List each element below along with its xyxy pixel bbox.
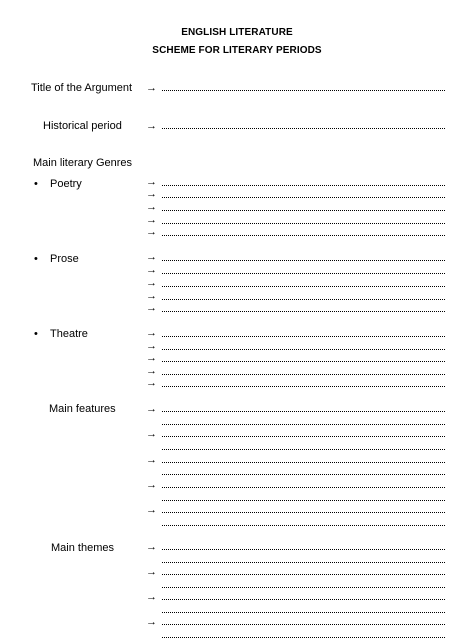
dotted-answer-line[interactable] xyxy=(162,299,445,300)
arrow-icon: → xyxy=(146,377,157,389)
arrow-icon: → xyxy=(146,340,157,352)
dotted-answer-line[interactable] xyxy=(162,549,445,550)
bullet-poetry: • xyxy=(34,178,38,190)
dotted-answer-line[interactable] xyxy=(162,374,445,375)
dotted-answer-line[interactable] xyxy=(162,487,445,488)
arrow-icon: → xyxy=(146,454,157,466)
arrow-icon: → xyxy=(146,120,157,132)
arrow-icon: → xyxy=(146,479,157,491)
dotted-answer-line[interactable] xyxy=(162,562,445,563)
poetry-label: Poetry xyxy=(50,178,82,190)
prose-label: Prose xyxy=(50,253,79,265)
dotted-answer-line[interactable] xyxy=(162,311,445,312)
dotted-answer-line[interactable] xyxy=(162,512,445,513)
dotted-answer-line[interactable] xyxy=(162,436,445,437)
arrow-icon: → xyxy=(146,504,157,516)
dotted-answer-line[interactable] xyxy=(162,525,445,526)
dotted-answer-line[interactable] xyxy=(162,386,445,387)
dotted-answer-line[interactable] xyxy=(162,336,445,337)
dotted-answer-line[interactable] xyxy=(162,260,445,261)
dotted-answer-line[interactable] xyxy=(162,424,445,425)
historical-period-label: Historical period xyxy=(43,120,122,132)
bullet-prose: • xyxy=(34,253,38,265)
arrow-icon: → xyxy=(146,302,157,314)
dotted-answer-line[interactable] xyxy=(162,349,445,350)
dotted-answer-line[interactable] xyxy=(162,500,445,501)
arrow-icon: → xyxy=(146,251,157,263)
arrow-icon: → xyxy=(146,290,157,302)
dotted-answer-line[interactable] xyxy=(162,462,445,463)
arrow-icon: → xyxy=(146,176,157,188)
arrow-icon: → xyxy=(146,403,157,415)
arrow-icon: → xyxy=(146,591,157,603)
main-themes-label: Main themes xyxy=(51,542,114,554)
arrow-icon: → xyxy=(146,264,157,276)
dotted-answer-line[interactable] xyxy=(162,612,445,613)
dotted-answer-line[interactable] xyxy=(162,286,445,287)
arrow-icon: → xyxy=(146,616,157,628)
dotted-answer-line[interactable] xyxy=(162,599,445,600)
dotted-answer-line[interactable] xyxy=(162,474,445,475)
dotted-answer-line[interactable] xyxy=(162,90,445,91)
arrow-icon: → xyxy=(146,188,157,200)
arrow-icon: → xyxy=(146,327,157,339)
arrow-icon: → xyxy=(146,541,157,553)
arrow-icon: → xyxy=(146,566,157,578)
arrow-icon: → xyxy=(146,214,157,226)
arrow-icon: → xyxy=(146,428,157,440)
theatre-label: Theatre xyxy=(50,328,88,340)
dotted-answer-line[interactable] xyxy=(162,273,445,274)
dotted-answer-line[interactable] xyxy=(162,411,445,412)
dotted-answer-line[interactable] xyxy=(162,235,445,236)
arrow-icon: → xyxy=(146,352,157,364)
title-of-argument-label: Title of the Argument xyxy=(31,82,133,94)
main-features-label: Main features xyxy=(49,403,116,415)
dotted-answer-line[interactable] xyxy=(162,128,445,129)
document-title: ENGLISH LITERATURE xyxy=(181,27,293,38)
dotted-answer-line[interactable] xyxy=(162,223,445,224)
arrow-icon: → xyxy=(146,365,157,377)
dotted-answer-line[interactable] xyxy=(162,361,445,362)
main-genres-label: Main literary Genres xyxy=(33,157,133,169)
dotted-answer-line[interactable] xyxy=(162,587,445,588)
arrow-icon: → xyxy=(146,82,157,94)
arrow-icon: → xyxy=(146,226,157,238)
dotted-answer-line[interactable] xyxy=(162,185,445,186)
dotted-answer-line[interactable] xyxy=(162,210,445,211)
document-subtitle: SCHEME FOR LITERARY PERIODS xyxy=(152,45,322,56)
dotted-answer-line[interactable] xyxy=(162,637,445,638)
dotted-answer-line[interactable] xyxy=(162,197,445,198)
arrow-icon: → xyxy=(146,201,157,213)
dotted-answer-line[interactable] xyxy=(162,624,445,625)
dotted-answer-line[interactable] xyxy=(162,449,445,450)
bullet-theatre: • xyxy=(34,328,38,340)
dotted-answer-line[interactable] xyxy=(162,574,445,575)
arrow-icon: → xyxy=(146,277,157,289)
